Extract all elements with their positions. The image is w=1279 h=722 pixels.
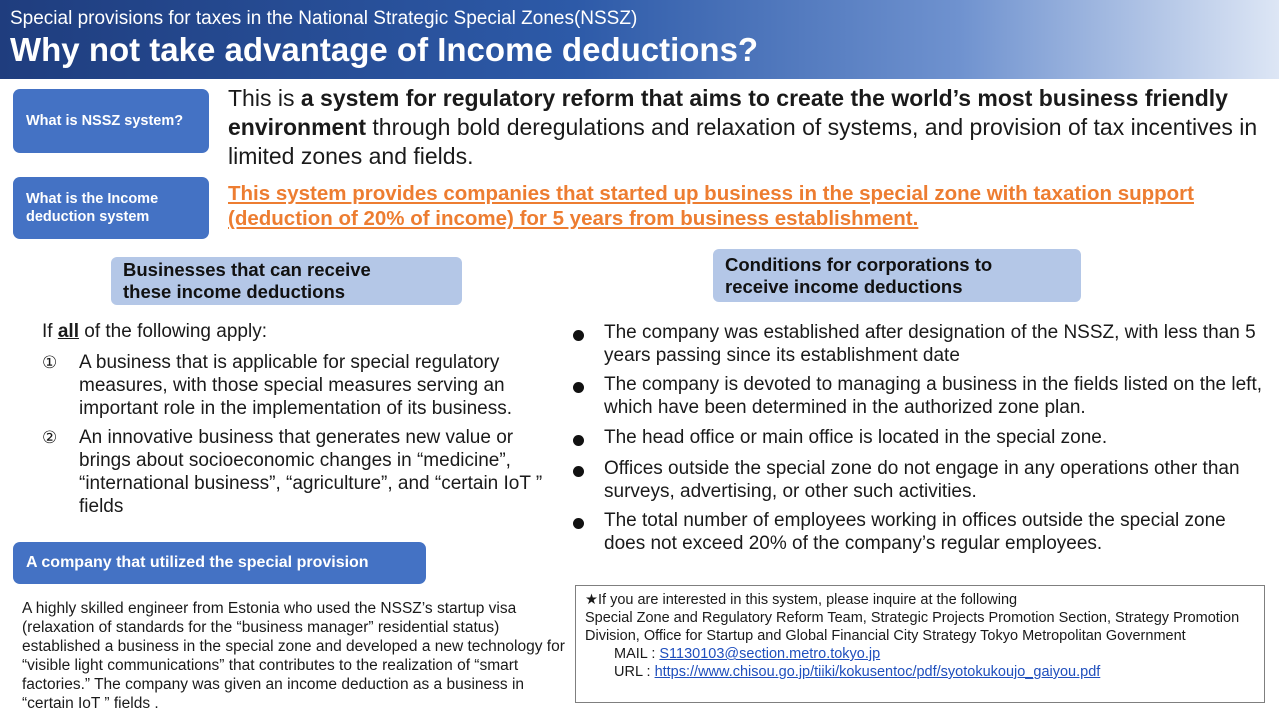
condition-item-1-text: The company was established after designation of the NSSZ, with less than 5 years passing since its establishment date	[604, 322, 1256, 366]
income-deduction-highlight: This system provides companies that started up business in the special zone with taxation support (deduction of 20% of income) for 5 years from business establishment.	[228, 182, 1194, 230]
business-item-1-text: A business that is applicable for special regulatory measures, with those special measures serving an important role in the implementation of its business.	[79, 352, 512, 419]
case-study-heading-text: A company that utilized the special provision	[26, 554, 369, 571]
page-header	[0, 0, 1279, 79]
condition-item-5-text: The total number of employees working in offices outside the special zone does not exceed 20% of the company’s regular employees.	[604, 510, 1226, 554]
mail-label: MAIL :	[614, 646, 660, 662]
what-is-nssz-label	[13, 89, 209, 153]
condition-item-2-text: The company is devoted to managing a business in the fields listed on the left, which have been determined in the authorized zone plan.	[604, 374, 1263, 418]
what-is-nssz-text: What is NSSZ system?	[26, 113, 184, 129]
business-item-2-text: An innovative business that generates new value or brings about socioeconomic changes in “medicine”, “international business”, “agriculture”, and “certain IoT ” fields	[79, 427, 543, 517]
bullet-icon	[573, 382, 584, 393]
inquiry-box	[575, 585, 1265, 703]
url-label: URL :	[614, 664, 655, 680]
what-is-income-line1: What is the Income	[26, 191, 159, 207]
business-item-1	[42, 351, 562, 421]
inquiry-mail-row	[585, 645, 1255, 663]
bullet-icon	[573, 435, 584, 446]
intro-part1: This is	[228, 85, 301, 111]
condition-item-5	[573, 509, 1263, 555]
business-item-2-marker: ②	[42, 428, 58, 447]
condition-item-4-text: Offices outside the special zone do not engage in any operations other than surveys, advertising, or other such activities.	[604, 458, 1240, 502]
inquiry-url-row	[585, 663, 1255, 681]
condition-item-1	[573, 321, 1263, 367]
what-is-income-deduction-label	[13, 177, 209, 239]
businesses-heading-line2: these income deductions	[123, 281, 346, 302]
businesses-intro	[42, 320, 267, 344]
businesses-intro-prefix: If	[42, 321, 58, 342]
url-link[interactable]: https://www.chisou.go.jp/tiiki/kokusentoc/pdf/syotokukoujo_gaiyou.pdf	[654, 664, 1101, 680]
businesses-heading-line1: Businesses that can receive	[123, 259, 371, 280]
intro-bold: a system for regulatory reform that aims to create the world’s most business friendly environment	[228, 85, 1228, 140]
conditions-heading-line2: receive income deductions	[725, 275, 963, 297]
businesses-intro-suffix: of the following apply:	[78, 321, 267, 342]
businesses-heading	[111, 257, 462, 305]
business-item-2	[42, 426, 562, 518]
case-study-heading	[13, 542, 426, 584]
inquiry-line1: ★If you are interested in this system, please inquire at the following	[585, 592, 1018, 608]
businesses-intro-emphasis: all	[57, 321, 79, 342]
page-title: Why not take advantage of Income deductions?	[10, 31, 759, 68]
mail-link[interactable]: S1130103@section.metro.tokyo.jp	[659, 646, 881, 662]
condition-item-3-text: The head office or main office is located in the special zone.	[604, 427, 1108, 448]
what-is-income-line2: deduction system	[26, 209, 150, 225]
page-subtitle: Special provisions for taxes in the National Strategic Special Zones(NSSZ)	[10, 8, 638, 29]
conditions-heading	[713, 249, 1081, 302]
conditions-heading-line1: Conditions for corporations to	[725, 253, 993, 275]
bullet-icon	[573, 466, 584, 477]
bullet-icon	[573, 518, 584, 529]
nssz-description	[228, 84, 1268, 171]
bullet-icon	[573, 330, 584, 341]
intro-part2: through bold deregulations and relaxation of systems, and provision of tax incentives in limited zones and fields.	[228, 114, 1258, 169]
inquiry-office: Special Zone and Regulatory Reform Team, Strategic Projects Promotion Section, Strategy Promotion Division, Office for Startup and Global Financial City Strategy Tokyo Metropolitan Government	[585, 610, 1240, 644]
business-item-1-marker: ①	[42, 353, 58, 372]
condition-item-3	[573, 426, 1263, 450]
condition-item-2	[573, 373, 1263, 419]
case-study-text: A highly skilled engineer from Estonia who used the NSSZ’s startup visa (relaxation of standards for the “business manager” residential status) established a business in the special zone and developed a new technology for “visible light communications” that contributes to the realization of “smart factories.” The company was given an income deduction as a business in “certain IoT ” fields .	[22, 600, 565, 712]
condition-item-4	[573, 457, 1263, 503]
